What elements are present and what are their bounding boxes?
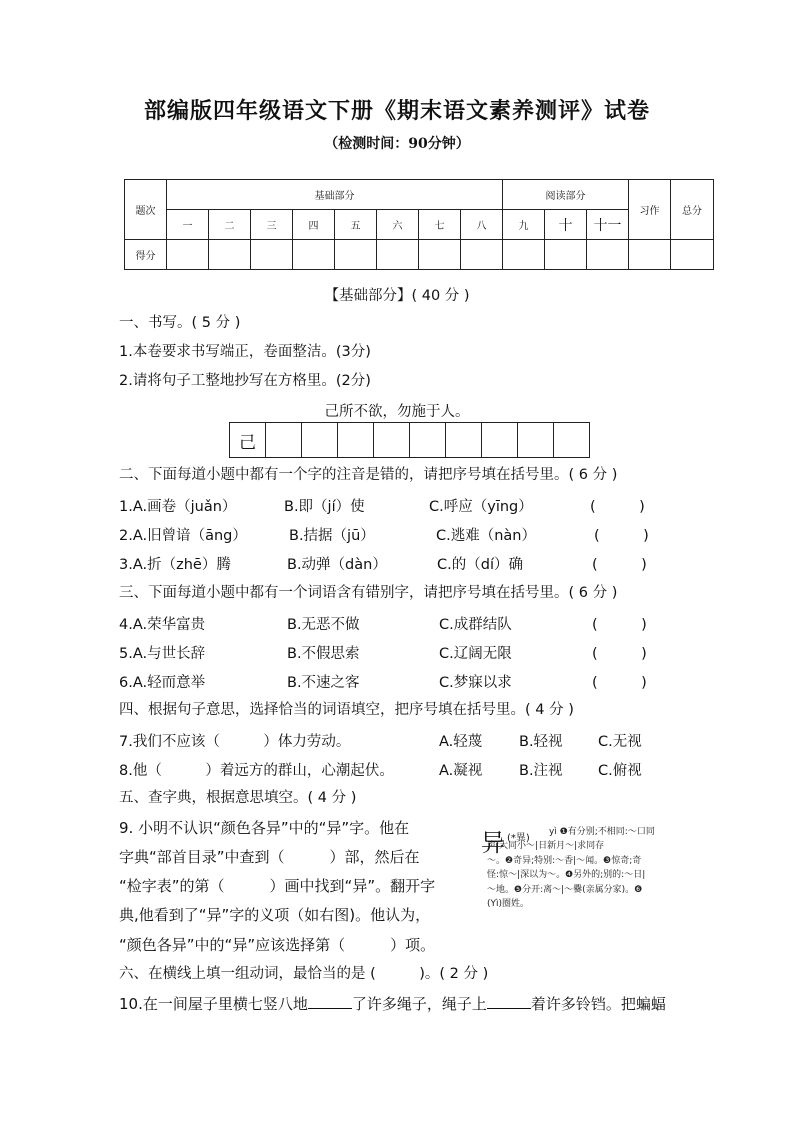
dict-variant: (*異) <box>507 833 530 844</box>
dict-line: ～地。❺分开:离～|～爨(亲属分家)。❻ <box>487 885 643 895</box>
grid-cell[interactable]: 己 <box>230 423 266 457</box>
section-heading-basic: 【基础部分】( 40 分 ) <box>324 288 470 304</box>
q3-row-2-b: B.不假思索 <box>287 646 360 662</box>
answer-paren[interactable]: ( ) <box>592 675 647 691</box>
score-cell[interactable] <box>671 240 714 270</box>
col-number: 七 <box>419 210 461 240</box>
q2-row-2-b: B.拮据（jū） <box>289 528 375 544</box>
q10-part-a: 10.在一间屋子里横七竖八地 <box>119 995 308 1013</box>
score-cell[interactable] <box>251 240 293 270</box>
grid-cell[interactable] <box>374 423 410 457</box>
score-cell[interactable] <box>461 240 503 270</box>
copy-sentence: 己所不欲，勿施于人。 <box>324 404 470 420</box>
q5-line-2: 字典“部首目录”中查到（ ）部，然后在 <box>119 848 420 866</box>
col-writing: 习作 <box>629 180 671 240</box>
q4-row-2-stem: 8.他（ ）着远方的群山，心潮起伏。 <box>119 763 394 779</box>
q3-row-3-a: 6.A.轻而意举 <box>119 675 206 691</box>
col-number: 十 <box>545 210 587 240</box>
fill-blank[interactable] <box>487 994 531 1009</box>
col-number: 十一 <box>587 210 629 240</box>
grid-cell[interactable] <box>266 423 302 457</box>
score-cell[interactable] <box>293 240 335 270</box>
grid-cell[interactable] <box>302 423 338 457</box>
writing-grid <box>229 422 590 458</box>
q4-heading: 四、根据句子意思，选择恰当的词语填空，把序号填在括号里。( 4 分 ) <box>119 702 574 718</box>
score-cell[interactable] <box>587 240 629 270</box>
col-number: 八 <box>461 210 503 240</box>
grid-cell[interactable] <box>554 423 590 457</box>
q2-row-3-b: B.动弹（dàn） <box>287 557 387 573</box>
dict-line: 怪:惊～|深以为～。❹另外的;别的:～日| <box>487 870 646 880</box>
dict-line: (Yì)圈姓。 <box>487 899 530 909</box>
score-cell[interactable] <box>209 240 251 270</box>
q5-line-3: “检字表”的第（ ）画中找到“异”。翻开字 <box>119 877 436 895</box>
q4-row-1-stem: 7.我们不应该（ ）体力劳动。 <box>119 734 351 750</box>
q4-row-2-c: C.俯视 <box>598 763 642 779</box>
q2-row-1-b: B.即（jí）使 <box>284 499 365 515</box>
q4-row-1-a: A.轻蔑 <box>439 734 483 750</box>
grid-cell[interactable] <box>410 423 446 457</box>
fill-blank[interactable] <box>308 994 352 1009</box>
row-label-question: 题次 <box>125 180 167 240</box>
group-basic: 基础部分 <box>167 180 503 210</box>
q3-row-1-a: 4.A.荣华富贵 <box>119 617 206 633</box>
q2-row-3-c: C.的（dí）确 <box>437 557 523 573</box>
score-cell[interactable] <box>503 240 545 270</box>
dict-line: yì ❶有分别;不相同:～口同 <box>549 827 655 837</box>
score-cell[interactable] <box>377 240 419 270</box>
dict-headword: 异 <box>481 829 505 857</box>
q10-line <box>119 994 666 1014</box>
dict-line: ～。❷奇异;特别:～香|～闻。❸惊奇;奇 <box>487 856 642 866</box>
col-number: 二 <box>209 210 251 240</box>
col-number: 九 <box>503 210 545 240</box>
q5-line-4: 典,他看到了“异”字的义项（如右图)。他认为， <box>119 906 431 924</box>
col-number: 五 <box>335 210 377 240</box>
q2-row-2-a: 2.A.旧曾谙（āng） <box>119 528 247 544</box>
row-label-score: 得分 <box>125 240 167 270</box>
q2-heading: 二、下面每道小题中都有一个字的注音是错的，请把序号填在括号里。( 6 分 ) <box>119 467 618 483</box>
grid-cell[interactable] <box>482 423 518 457</box>
q1-item-1: 1.本卷要求书写端正，卷面整洁。(3分) <box>119 344 371 360</box>
col-number: 一 <box>167 210 209 240</box>
q5-heading: 五、查字典，根据意思填空。( 4 分 ) <box>119 790 357 806</box>
q2-row-2-c: C.逃难（nàn） <box>436 528 536 544</box>
q4-row-1-c: C.无视 <box>598 734 642 750</box>
col-number: 六 <box>377 210 419 240</box>
q5-line-5: “颜色各异”中的“异”应该选择第（ ）项。 <box>119 936 436 954</box>
score-cell[interactable] <box>629 240 671 270</box>
exam-title: 部编版四年级语文下册《期末语文素养测评》试卷 <box>143 98 650 124</box>
q2-row-1-a: 1.A.画卷（juǎn） <box>119 499 237 515</box>
col-total: 总分 <box>671 180 714 240</box>
q3-heading: 三、下面每道小题中都有一个词语含有错别字，请把序号填在括号里。( 6 分 ) <box>119 585 618 601</box>
answer-paren[interactable]: ( ) <box>592 557 647 573</box>
q6-heading: 六、在横线上填一组动词，最恰当的是 ( )。( 2 分 ) <box>119 966 489 982</box>
q3-row-1-b: B.无恶不做 <box>287 617 360 633</box>
q10-part-c: 着许多铃铛。把蝙蝠 <box>530 995 666 1013</box>
grid-cell[interactable] <box>446 423 482 457</box>
score-cell[interactable] <box>167 240 209 270</box>
q3-row-1-c: C.成群结队 <box>439 617 512 633</box>
score-table <box>124 179 714 270</box>
q3-row-2-a: 5.A.与世长辞 <box>119 646 206 662</box>
grid-cell[interactable] <box>338 423 374 457</box>
answer-paren[interactable]: ( ) <box>592 617 647 633</box>
col-number: 四 <box>293 210 335 240</box>
q4-row-2-b: B.注视 <box>519 763 563 779</box>
col-number: 三 <box>251 210 293 240</box>
q3-row-3-c: C.梦寐以求 <box>439 675 512 691</box>
group-reading: 阅读部分 <box>503 180 629 210</box>
q10-part-b: 了许多绳子，绳子上 <box>351 995 487 1013</box>
q4-row-2-a: A.凝视 <box>439 763 483 779</box>
answer-paren[interactable]: ( ) <box>594 528 649 544</box>
answer-paren[interactable]: ( ) <box>590 499 645 515</box>
dict-line: 声|大同小～|日新月～|求同存 <box>487 841 605 851</box>
grid-cell[interactable] <box>518 423 554 457</box>
answer-paren[interactable]: ( ) <box>592 646 647 662</box>
q3-row-2-c: C.辽阔无限 <box>439 646 512 662</box>
q2-row-1-c: C.呼应（yīng） <box>429 499 533 515</box>
q4-row-1-b: B.轻视 <box>519 734 563 750</box>
score-cell[interactable] <box>419 240 461 270</box>
q2-row-3-a: 3.A.折（zhē）腾 <box>119 557 231 573</box>
q1-item-2: 2.请将句子工整地抄写在方格里。(2分) <box>119 373 371 389</box>
exam-duration: （检测时间：90分钟） <box>324 136 470 152</box>
q3-row-3-b: B.不速之客 <box>287 675 360 691</box>
score-cell[interactable] <box>335 240 377 270</box>
score-cell[interactable] <box>545 240 587 270</box>
q1-heading: 一、书写。( 5 分 ) <box>119 315 241 331</box>
q5-line-1: 9. 小明不认识“颜色各异”中的“异”字。他在 <box>119 819 410 837</box>
